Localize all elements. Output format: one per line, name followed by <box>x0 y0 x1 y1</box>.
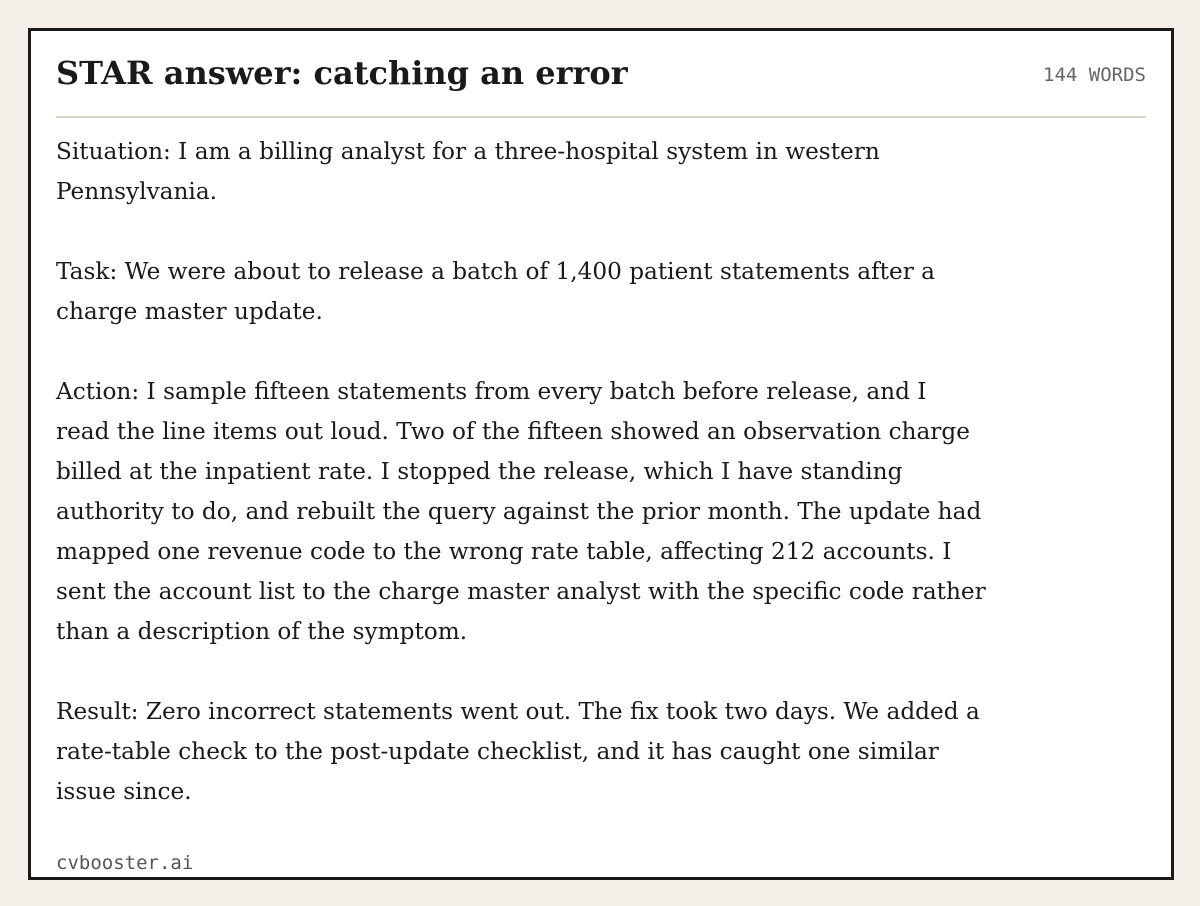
task-paragraph: Task: We were about to release a batch of 1,400 patient statements after a charge master update. <box>56 258 935 325</box>
word-count-label: 144 WORDS <box>1043 64 1146 86</box>
star-answer-card <box>28 28 1174 880</box>
card-title: STAR answer: catching an error <box>56 54 628 92</box>
situation-paragraph: Situation: I am a billing analyst for a three-hospital system in western Pennsylvania. <box>56 138 880 205</box>
result-paragraph: Result: Zero incorrect statements went out. The fix took two days. We added a rate-table check to the post-update checklist, and it has caught one similar issue since. <box>56 698 980 805</box>
answer-body <box>56 132 986 812</box>
header-divider <box>56 116 1146 118</box>
action-paragraph: Action: I sample fifteen statements from every batch before release, and I read the line items out loud. Two of the fifteen showed an observation charge billed at the inpatient rate. I stopped the release, which I have standing authority to do, and rebuilt the query against the prior month. The update had mapped one revenue code to the wrong rate table, affecting 212 accounts. I sent the account list to the charge master analyst with the specific code rather than a description of the symptom. <box>56 378 986 645</box>
footer-brand: cvbooster.ai <box>56 852 194 874</box>
